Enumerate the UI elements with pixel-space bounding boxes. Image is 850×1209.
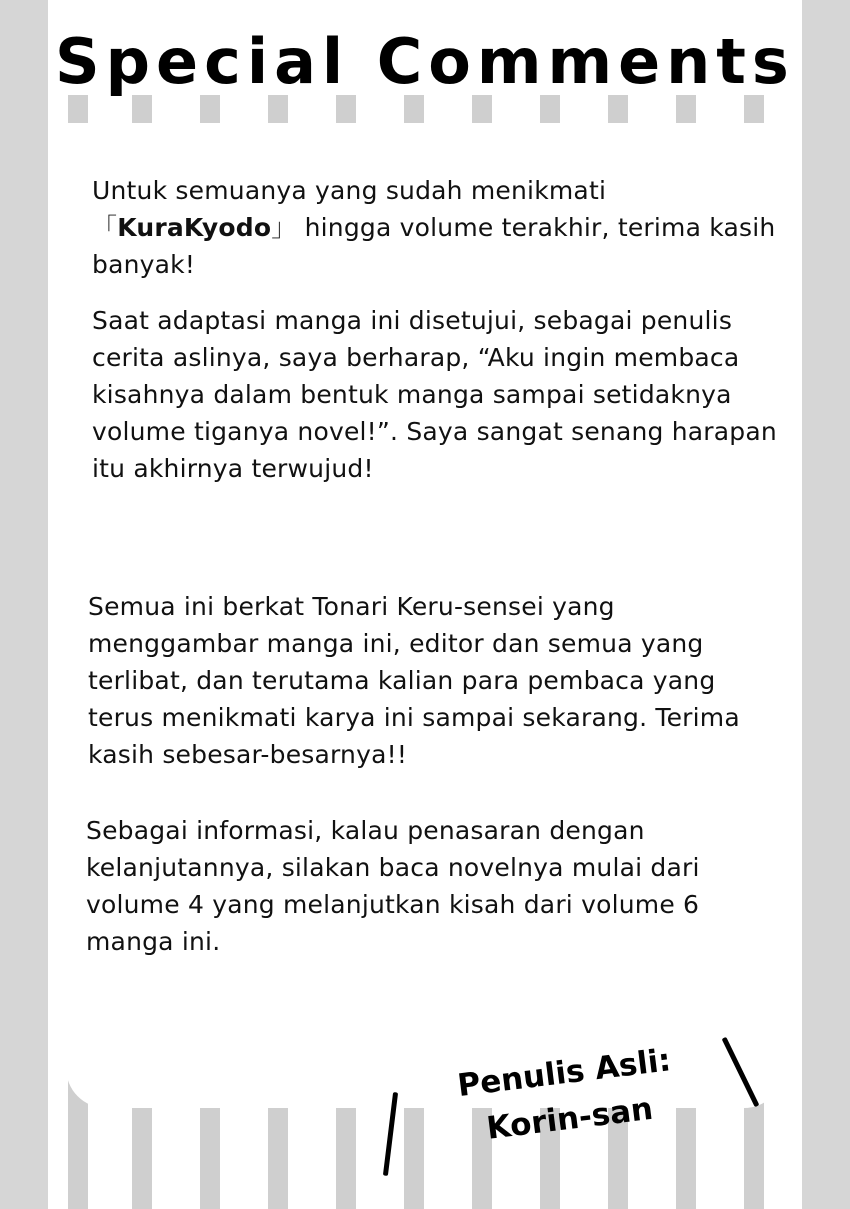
signature-role: Penulis Asli: xyxy=(455,1042,673,1105)
paragraph-text: 」 hingga volume terakhir, terima kasih banyak! xyxy=(92,213,776,279)
series-title: KuraKyodo xyxy=(117,213,272,242)
paragraph-text: Untuk semuanya yang sudah menikmati 「 xyxy=(92,176,607,242)
right-border-bar xyxy=(802,0,850,1209)
page-title: Special Comments xyxy=(55,25,795,98)
signature-name: Korin-san xyxy=(484,1090,655,1147)
comment-paragraph-3: Semua ini berkat Tonari Keru-sensei yang menggambar manga ini, editor dan semua yang terlibat, dan terutama kalian para pembaca yang terus menikmati karya ini sampai sekarang. Terima kasih sebesar-besarnya!! xyxy=(88,592,740,769)
comment-paragraph-1 xyxy=(92,172,782,283)
left-border-bar xyxy=(0,0,48,1209)
comment-paragraph-2: Saat adaptasi manga ini disetujui, sebagai penulis cerita aslinya, saya berharap, “Aku ingin membaca kisahnya dalam bentuk manga sampai setidaknya volume tiganya novel!”. Saya sangat senang harapan itu akhirnya terwujud! xyxy=(92,306,777,483)
comment-paragraph-4: Sebagai informasi, kalau penasaran dengan kelanjutannya, silakan baca novelnya mulai dari volume 4 yang melanjutkan kisah dari volume 6 manga ini. xyxy=(86,816,700,956)
